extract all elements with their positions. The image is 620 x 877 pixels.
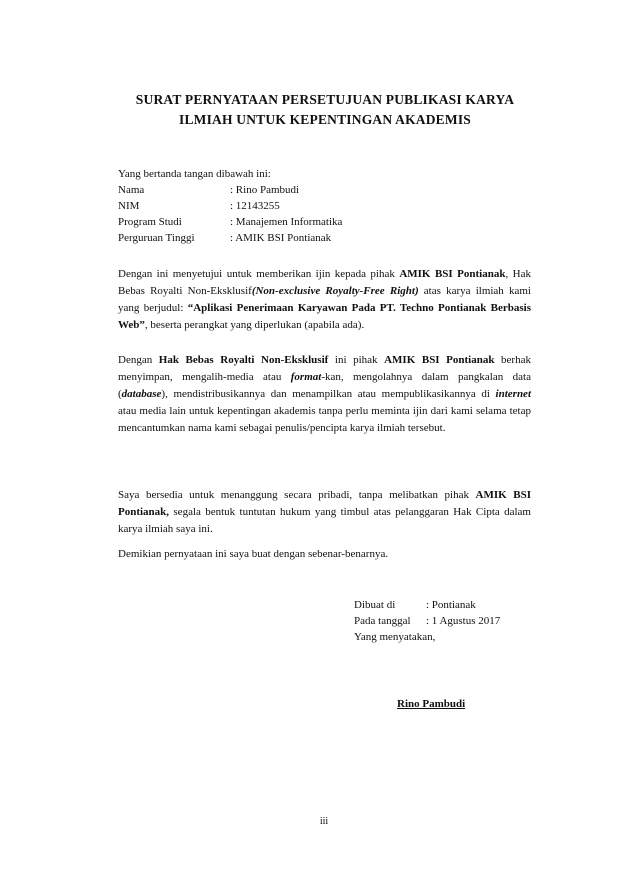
paragraph-rights	[118, 352, 531, 437]
identity-label: Nama	[118, 184, 145, 196]
text-run: Saya bersedia untuk menanggung secara pribadi, tanpa melibatkan pihak	[118, 489, 476, 501]
title-line-2: ILMIAH UNTUK KEPENTINGAN AKADEMIS	[178, 112, 471, 127]
bold-run: Hak Bebas Royalti Non-Eksklusif	[158, 354, 329, 366]
closing-text: Yang menyatakan,	[354, 631, 436, 643]
identity-row-nim	[118, 198, 342, 214]
place-value: : Pontianak	[426, 599, 476, 611]
identity-row-program	[118, 214, 342, 230]
signature-place-row	[354, 597, 500, 613]
text-run: , beserta perangkat yang diperlukan (apabila ada).	[144, 319, 365, 331]
signature-block	[354, 597, 500, 645]
signature-date-row	[354, 613, 500, 629]
identity-label: Program Studi	[118, 216, 182, 228]
date-label: Pada tanggal	[354, 615, 411, 627]
text-run: Dengan	[118, 354, 159, 366]
text-run: berhak menyimpan, mengalih-media atau	[118, 354, 531, 383]
identity-row-name	[118, 182, 342, 198]
document-title	[100, 90, 550, 130]
paragraph-permission	[118, 266, 531, 334]
intro-text: Yang bertanda tangan dibawah ini:	[118, 168, 271, 180]
thesis-title: “Aplikasi Penerimaan Karyawan Pada PT. Techno Pontianak Berbasis Web”	[118, 302, 531, 331]
text-run: -kan, mengolahnya dalam pangkalan data (	[118, 371, 531, 400]
text-run: atau media lain untuk kepentingan akademis tanpa perlu meminta ijin dari kami selama tetap mencantumkan nama kami sebagai penulis/pencipta karya ilmiah tersebut.	[118, 405, 531, 434]
identity-value: : Rino Pambudi	[230, 184, 300, 196]
text-run: atas karya ilmiah kami yang berjudul:	[118, 285, 531, 314]
bold-run: AMIK BSI Pontianak,	[118, 489, 531, 518]
identity-label: NIM	[118, 200, 140, 212]
bold-run: AMIK BSI Pontianak	[399, 268, 506, 280]
text-run: ini pihak	[328, 354, 385, 366]
identity-row-university	[118, 230, 342, 246]
identity-table	[118, 182, 342, 246]
identity-value: : 12143255	[230, 200, 280, 212]
text-run: Dengan ini menyetujui untuk memberikan ijin kepada pihak	[118, 268, 400, 280]
bold-italic-run: internet	[495, 388, 531, 400]
paragraph-liability	[118, 487, 531, 538]
page-number: iii	[319, 816, 329, 827]
text-run: , Hak Bebas Royalti Non-Eksklusif	[118, 268, 531, 297]
identity-label: Perguruan Tinggi	[118, 232, 195, 244]
text-run: ), mendistribusikannya dan menampilkan atau mempublikasikannya di	[161, 388, 496, 400]
identity-value: : AMIK BSI Pontianak	[230, 232, 332, 244]
text-run: segala bentuk tuntutan hukum yang timbul atas pelanggaran Hak Cipta dalam karya ilmiah saya ini.	[118, 506, 531, 535]
bold-run: AMIK BSI Pontianak	[384, 354, 495, 366]
date-value: : 1 Agustus 2017	[426, 615, 501, 627]
bold-italic-run: database	[121, 388, 162, 400]
signer-name: Rino Pambudi	[397, 698, 466, 710]
bold-italic-run: format	[290, 371, 322, 383]
paragraph-closing: Demikian pernyataan ini saya buat dengan sebenar-benarnya.	[118, 548, 389, 560]
identity-value: : Manajemen Informatika	[230, 216, 343, 228]
title-line-1: SURAT PERNYATAAN PERSETUJUAN PUBLIKASI KARYA	[135, 92, 515, 107]
bold-italic-run: (Non-exclusive Royalty-Free Right)	[251, 285, 419, 297]
place-label: Dibuat di	[354, 599, 396, 611]
